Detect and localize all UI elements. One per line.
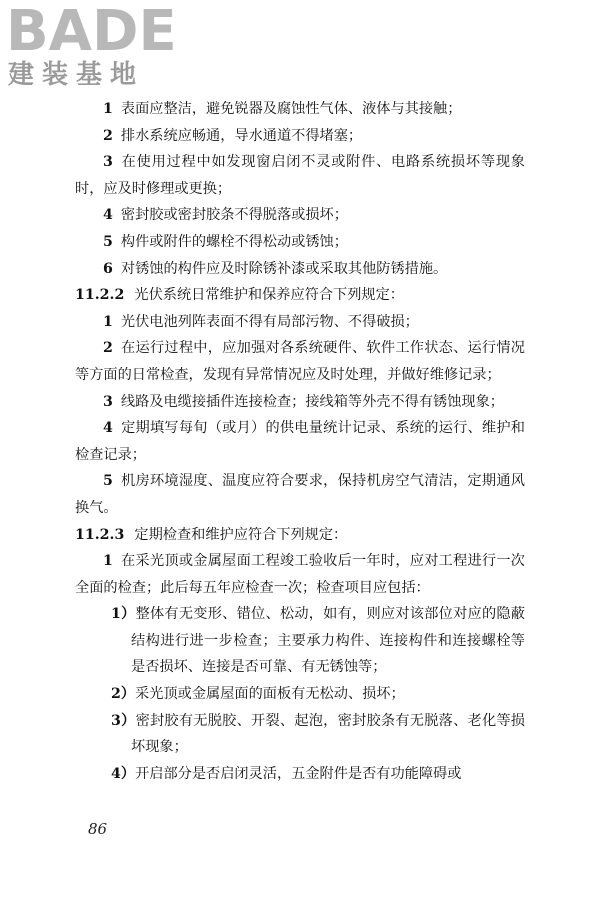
list-item: 2 排水系统应畅通，导水通道不得堵塞； [103, 127, 363, 144]
list-item: 2 在运行过程中，应加强对各系统硬件、软件工作状态、运行情况等方面的日常检查，发现有异常情况应及时处理，并做好维修记录； [75, 340, 525, 383]
list-item: 4 定期填写每旬（或月）的供电量统计记录、系统的运行、维护和检查记录； [75, 420, 525, 463]
sub-list-item: 1）整体有无变形、错位、松动，如有，则应对该部位对应的隐蔽结构进行进一步检查；主要承力构件、连接构件和连接螺栓等是否损坏、连接是否可靠、有无锈蚀等； [111, 606, 525, 676]
list-item: 4 密封胶或密封胶条不得脱落或损坏； [103, 207, 348, 224]
page-number: 86 [88, 820, 108, 838]
list-item: 6 对锈蚀的构件应及时除锈补漆或采取其他防锈措施。 [103, 260, 448, 277]
list-item: 1 表面应整洁，避免锐器及腐蚀性气体、液体与其接触； [103, 101, 462, 117]
list-item: 5 机房环境湿度、温度应符合要求，保持机房空气清洁，定期通风换气。 [75, 473, 525, 516]
list-item: 1 光伏电池列阵表面不得有局部污物、不得破损； [103, 313, 419, 330]
sub-list-item: 4）开启部分是否启闭灵活，五金附件是否有功能障碍或 [111, 765, 462, 782]
section-heading: 11.2.3 定期检查和维护应符合下列规定： [75, 526, 348, 543]
list-item: 5 构件或附件的螺栓不得松动或锈蚀； [103, 233, 348, 250]
document-body [75, 96, 525, 787]
list-item: 3 在使用过程中如发现窗启闭不灵或附件、电路系统损坏等现象时，应及时修理或更换； [75, 154, 525, 197]
list-item: 1 在采光顶或金属屋面工程竣工验收后一年时，应对工程进行一次全面的检查；此后每五年应检查一次；检查项目应包括： [75, 553, 525, 596]
sub-list-item: 3）密封胶有无脱胶、开裂、起泡，密封胶条有无脱落、老化等损坏现象； [111, 712, 525, 756]
sub-list-item: 2）采光顶或金属屋面的面板有无松动、损坏； [111, 686, 405, 703]
list-item: 3 线路及电缆接插件连接检查；接线箱等外壳不得有锈蚀现象； [103, 393, 504, 410]
section-heading: 11.2.2 光伏系统日常维护和保养应符合下列规定： [75, 287, 404, 304]
logo-subtitle: 建装基地 [8, 60, 145, 90]
logo-word: BADE [6, 0, 177, 64]
logo [4, 0, 177, 94]
